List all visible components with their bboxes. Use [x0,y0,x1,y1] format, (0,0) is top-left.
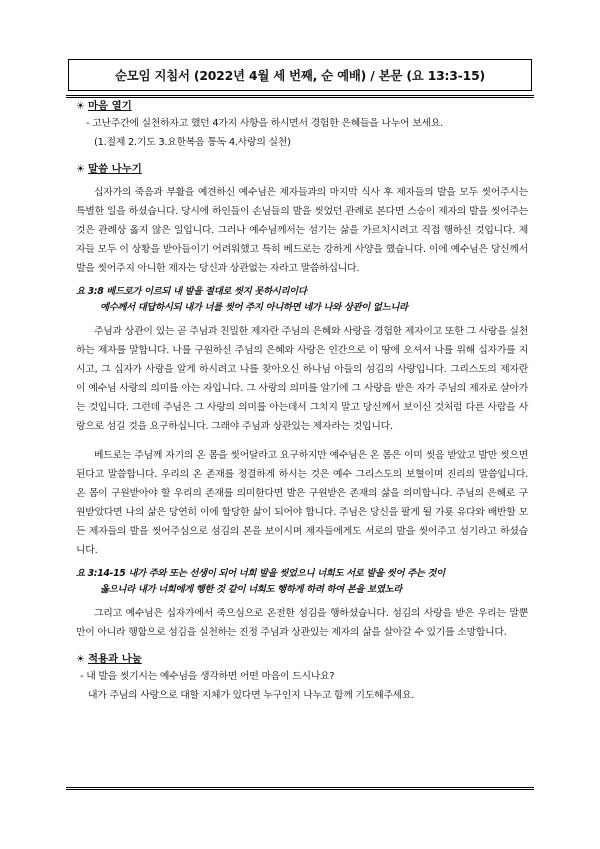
sun-icon: ☀ [76,101,85,112]
document-title: 순모임 지침서 (2022년 4월 세 번째, 순 예배) / 본문 (요 13:3-15) [68,59,532,91]
verse-2-line-1: 요 3:14-15 내가 주와 또는 선생이 되어 너희 발을 씻었으니 너희도 서로 발을 씻어 주는 것이 [76,568,445,579]
bottom-double-rule [66,787,534,790]
word-section-heading [76,162,528,177]
verse-1-line-2: 예수께서 대답하시되 내가 너를 씻어 주지 아니하면 네가 나와 상관이 없느니라 [100,302,408,313]
word-paragraph-1: 십자가의 죽음과 부활을 예견하신 예수님은 제자들과의 마지막 식사 후 제자들의 발을 모두 씻어주시는 특별한 일을 하셨습니다. 당시에 하인들이 손님들의 발을 씻었던 관례로 본다면 스승이 제자의 발을 씻어주는 것은 관례상 옳지 않은 일입니다. 그러나 예수님께서는 섬기는 삶을 가르치시려고 직접 행하신 것입니다. 제자들 모두 이 상황을 받아들이기 어려워했고 특히 베드로는 강하게 사양을 했습니다. 이에 예수님은 당신께서 발을 씻어주지 아니한 제자는 당신과 상관없는 자라고 말씀하십니다. [76,187,528,274]
word-heading-label: 말씀 나누기 [87,163,142,175]
verse-1-line-1: 요 3:8 베드로가 이르되 내 발을 절대로 씻지 못하시리이다 [76,286,307,297]
verse-2-line-2: 옳으니라 내가 너희에게 행한 것 같이 너희도 행하게 하려 하여 본을 보였노라 [100,584,402,595]
opening-heading-label: 마음 열기 [87,100,132,112]
word-paragraph-2: 주님과 상관이 있는 곧 주님과 친밀한 제자란 주님의 은혜와 사랑을 경험한 제자이고 또한 그 사랑을 실천하는 제자를 말합니다. 나를 구원하신 주님의 은혜와 사랑은 인간으로 이 땅에 오셔서 나를 위해 십자가를 지시고, 그 십자가 사랑을 알게 하시려고 나를 찾아오신 하나님 아들의 섬김의 사랑입니다. 그리스도의 제자란 이 예수님 사랑의 의미를 아는 자입니다. 그 사랑의 의미를 알기에 그 사랑을 받은 자가 주님의 제자로 살아가는 것입니다. 그런데 주님은 그 사랑의 의미를 아는데서 그치지 말고 당신께서 보이신 것처럼 다른 사람을 사랑으로 섬길 것을 요구하십니다. 그래야 주님과 상관있는 제자라는 것입니다. [76,326,528,432]
opening-line-1: - 고난주간에 실천하자고 했던 4가지 사항을 하시면서 경험한 은혜들을 나누어 보세요. [86,118,443,129]
word-paragraph-4: 그리고 예수님은 십자가에서 죽으심으로 온전한 섬김을 행하셨습니다. 섬김의 사랑을 받은 우리는 말뿐만이 아니라 행함으로 섬김을 실천하는 진정 주님과 상관있는 제자의 삶을 살아갈 수 있기를 소망합니다. [76,608,528,638]
opening-line-2: (1.절제 2.기도 3.요한복음 통독 4.사랑의 실천) [94,137,291,148]
document-body [76,94,528,705]
apply-section-heading [76,652,528,667]
sun-icon: ☀ [76,654,85,665]
sun-icon: ☀ [76,164,85,175]
apply-line-2: 내가 주님의 사랑으로 대할 지체가 있다면 누구인지 나누고 함께 기도해주세요. [88,690,415,701]
apply-line-1: - 내 발을 씻기시는 예수님을 생각하면 어떤 마음이 드시나요? [80,671,335,682]
word-paragraph-3: 베드로는 주님께 자기의 온 몸을 씻어달라고 요구하지만 예수님은 온 몸은 이미 씻음 받았고 발만 씻으면 된다고 말씀합니다. 우리의 온 존재를 정결하게 하시는 것은 예수 그리스도의 보혈이며 진리의 말씀입니다. 온 몸이 구원받아야 할 우리의 존재를 의미한다면 발은 구원받은 존재의 삶을 의미합니다. 주님의 은혜로 구원받았다면 나의 삶은 당연히 이에 합당한 삶이 되어야 합니다. 주님은 당신을 팔게 될 가룟 유다와 배반할 모든 제자들의 발을 씻어주심으로 섬김의 본을 보이시며 제자들에게도 서로의 발을 씻어주고 섬기라고 하셨습니다. [76,450,528,556]
opening-section-heading [76,99,528,114]
apply-heading-label: 적용과 나눔 [87,653,142,665]
